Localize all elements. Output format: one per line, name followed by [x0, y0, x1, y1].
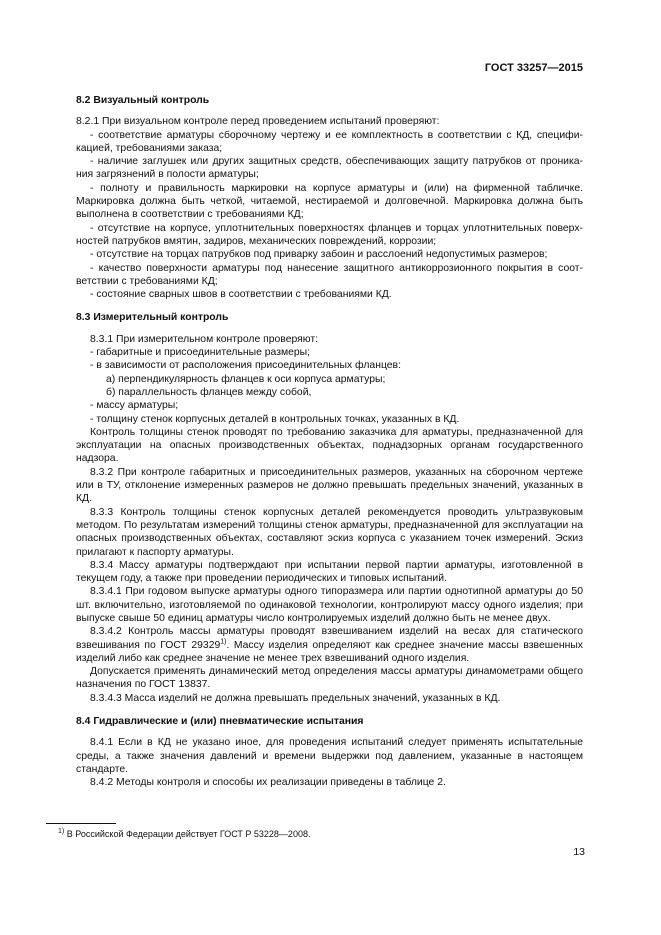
- paragraph: 8.3.4.1 При годовом выпуске арматуры одного типоразмера или партии однотипной арматуры до 50 шт. включительно, изготовляемой по одинаковой технологии, контролируют массу одного изделия; при выпуске свыше 50 единиц арматуры число контролируемых изделий должно быть не менее двух.: [76, 586, 583, 624]
- footnote-mark: 1): [58, 828, 65, 835]
- page-number: 13: [573, 846, 585, 858]
- section-8-2-body: [76, 115, 583, 301]
- footnote-text: В Российской Федерации действует ГОСТ Р 53228—2008.: [66, 829, 311, 839]
- list-item: б) параллельность фланцев между собой,: [106, 386, 312, 398]
- standard-header: ГОСТ 33257—2015: [484, 62, 583, 74]
- section-heading-8-3: 8.3 Измерительный контроль: [76, 312, 229, 324]
- footnote: [58, 828, 310, 841]
- paragraph: 8.3.1 При измерительном контроле проверяют:: [90, 333, 318, 345]
- paragraph: 8.3.4.2 Контроль массы арматуры проводят взвешиванием изделий на весах для статического взвешивания по ГОСТ 29329$^{1)}$. Массу изделия определяют как среднее значение массы взвешенных изделий либо как среднее значение не менее трех взвешиваний одного изделия.: [76, 626, 583, 664]
- page-content: [76, 94, 583, 790]
- paragraph: 8.3.2 При контроле габаритных и присоединительных размеров, указанных на сборочном чертеже или в ТУ, отклонение измеренных размеров не должно превышать предельных значений, указанных в КД.: [76, 466, 583, 505]
- paragraph: - состояние сварных швов в соответствии с требованиями КД.: [90, 289, 392, 301]
- paragraph: - полноту и правильность маркировки на корпусе арматуры и (или) на фирменной табличке. Маркировка должна быть четкой, читаемой, нестираемой и долговечной. Маркировка должна быть выполнена в соответствии с требованиями КД;: [76, 182, 583, 221]
- paragraph: Допускается применять динамический метод определения массы арматуры динамометрами общего назначения по ГОСТ 13837.: [76, 666, 583, 691]
- paragraph: - наличие заглушек или других защитных средств, обеспечивающих защиту патрубков от проника-ния загрязнений в полости арматуры;: [76, 156, 583, 181]
- paragraph: 8.3.3 Контроль толщины стенок корпусных деталей рекомендуется проводить ультразвуковым методом. По результатам измерений толщины стенок арматуры, предназначенной для эксплуатации на опасных производственных объектах, составляют эскиз корпуса с указанием точек измерений. Эскиз прилагают к паспорту арматуры.: [76, 506, 583, 558]
- paragraph: Контроль толщины стенок проводят по требованию заказчика для арматуры, предназначенной для эксплуатации на опасных производственных объектах, поднадзорных органам государственного надзора.: [76, 426, 583, 465]
- paragraph: - качество поверхности арматуры под нанесение защитного антикоррозионного покрытия в соот-ветствии с требованиями КД;: [76, 262, 583, 287]
- paragraph: 8.4.2 Методы контроля и способы их реализации приведены в таблице 2.: [90, 777, 446, 789]
- section-heading-8-4: 8.4 Гидравлические и (или) пневматические испытания: [76, 716, 364, 728]
- paragraph: - толщину стенок корпусных деталей в контрольных точках, указанных в КД.: [90, 413, 460, 425]
- paragraph: 8.2.1 При визуальном контроле перед проведением испытаний проверяют:: [76, 116, 440, 128]
- section-heading-8-2: 8.2 Визуальный контроль: [76, 95, 210, 106]
- footnote-divider: [46, 823, 116, 824]
- paragraph: 8.4.1 Если в КД не указано иное, для проведения испытаний следует применять испытательные среды, а также значения давлений и времени выдержки под давлением, указанные в настоящем стандарте.: [76, 737, 583, 775]
- paragraph: 8.3.4.3 Масса изделий не должна превышать предельных значений, указанных в КД.: [90, 692, 501, 704]
- paragraph: - отсутствие на корпусе, уплотнительных поверхностях фланцев и торцах уплотнительных поверх-ностей патрубков вмятин, задиров, механических повреждений, коррозии;: [76, 222, 583, 247]
- paragraph: - массу арматуры;: [90, 400, 179, 412]
- paragraph: - габаритные и присоединительные размеры;: [90, 347, 311, 359]
- paragraph: - в зависимости от расположения присоединительных фланцев:: [90, 360, 401, 372]
- footnote-reference: 1): [220, 638, 227, 646]
- section-8-3-body: [76, 333, 583, 705]
- paragraph: 8.3.4 Массу арматуры подтверждают при испытании первой партии арматуры, изготовленной в текущем году, а также при проведении периодических и типовых испытаний.: [76, 559, 583, 585]
- paragraph: - отсутствие на торцах патрубков под приварку забоин и расслоений недопустимых размеров;: [90, 249, 548, 261]
- paragraph: - соответствие арматуры сборочному чертежу и ее комплектность в соответствии с КД, специфи-кацией, требованиями заказа;: [76, 129, 583, 154]
- list-item: а) перпендикулярность фланцев к оси корпуса арматуры;: [106, 373, 386, 385]
- section-8-4-body: [76, 736, 583, 789]
